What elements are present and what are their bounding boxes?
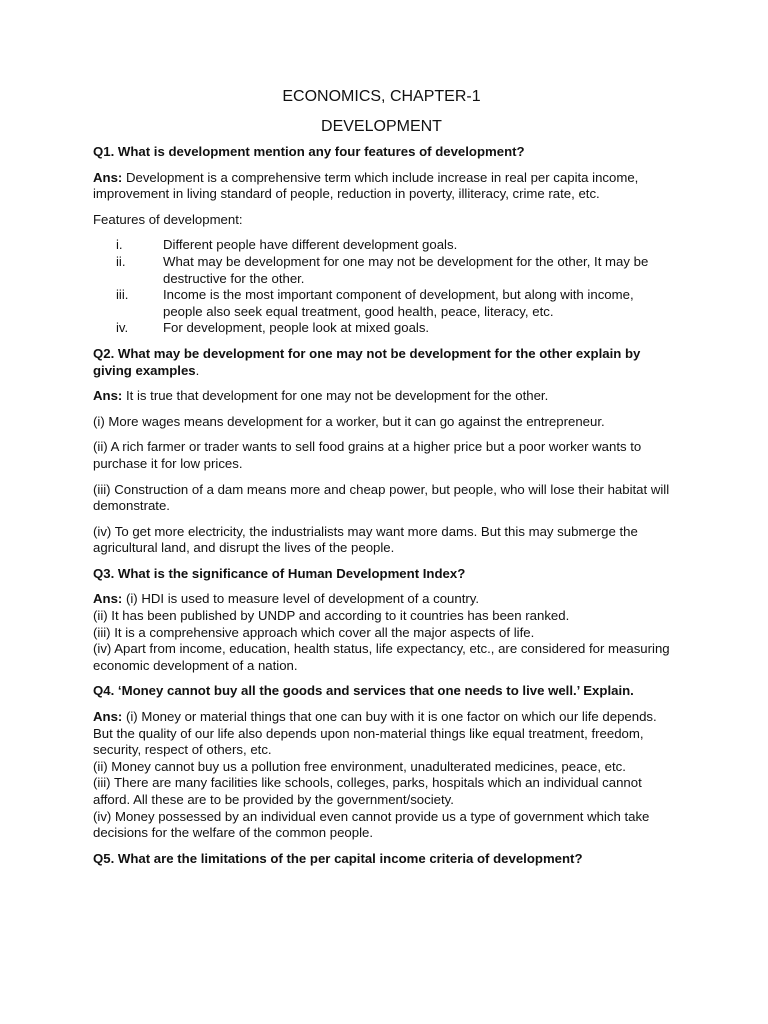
answer-2-point: (i) More wages means development for a worker, but it can go against the entrepreneur. xyxy=(93,413,605,429)
question-4: Q4. ‘Money cannot buy all the goods and services that one needs to live well.’ Explain. xyxy=(93,683,634,699)
answer-3-point: (iv) Apart from income, education, health status, life expectancy, etc., are considered for measuring economic development of a nation. xyxy=(93,641,670,673)
answer-4-first xyxy=(93,709,670,759)
answer-2-point: (ii) A rich farmer or trader wants to sell food grains at a higher price but a poor worker wants to purchase it for low prices. xyxy=(93,439,642,471)
list-item-text: What may be development for one may not be development for the other, It may be destructive for the other. xyxy=(163,253,649,286)
answer-4-point: (iii) There are many facilities like schools, colleges, parks, hospitals which an individual cannot afford. All these are to be provided by the government/society. xyxy=(93,775,642,807)
answer-1 xyxy=(93,170,670,203)
answer-3-first xyxy=(93,591,670,608)
list-item xyxy=(93,320,670,337)
answer-label: Ans: xyxy=(93,388,123,404)
document-subtitle: DEVELOPMENT xyxy=(321,118,442,135)
list-item xyxy=(93,237,670,254)
list-item-number: iii. xyxy=(116,287,129,303)
question-2 xyxy=(93,346,670,379)
question-5: Q5. What are the limitations of the per capital income criteria of development? xyxy=(93,850,583,866)
answer-2-point: (iii) Construction of a dam means more and cheap power, but people, who will lose their habitat will demonstrate. xyxy=(93,481,670,514)
question-3: Q3. What is the significance of Human Development Index? xyxy=(93,565,466,581)
answer-2-text: It is true that development for one may not be development for the other. xyxy=(122,388,549,404)
answer-2 xyxy=(93,388,670,405)
features-heading: Features of development: xyxy=(93,211,243,227)
answer-4 xyxy=(93,709,670,842)
answer-3-point: (iii) It is a comprehensive approach which cover all the major aspects of life. xyxy=(93,624,535,640)
document-title: ECONOMICS, CHAPTER-1 xyxy=(282,88,481,105)
list-item-number: i. xyxy=(116,237,123,253)
question-2-period: . xyxy=(195,362,200,378)
list-item-number: ii. xyxy=(116,253,126,269)
list-item xyxy=(93,254,670,287)
answer-2-point: (iv) To get more electricity, the industrialists may want more dams. But this may submerge the agricultural land, and disrupt the lives of the people. xyxy=(93,523,638,556)
list-item-number: iv. xyxy=(116,320,129,336)
answer-3-point: (ii) It has been published by UNDP and according to it countries has been ranked. xyxy=(93,608,570,624)
answer-label: Ans: xyxy=(93,169,123,185)
list-item-text: Different people have different development goals. xyxy=(163,237,458,253)
answer-3-text: (i) HDI is used to measure level of development of a country. xyxy=(122,591,480,607)
list-item xyxy=(93,287,670,320)
answer-label: Ans: xyxy=(93,591,123,607)
list-item-text: Income is the most important component of development, but along with income, people also seek equal treatment, good health, peace, literacy, etc. xyxy=(163,287,634,319)
answer-4-point: (iv) Money possessed by an individual even cannot provide us a type of government which take decisions for the welfare of the common people. xyxy=(93,808,650,841)
answer-4-point: (ii) Money cannot buy us a pollution free environment, unadulterated medicines, peace, etc. xyxy=(93,758,626,774)
answer-4-text: (i) Money or material things that one can buy with it is one factor on which our life depends. But the quality of our life also depends upon non-material things like equal treatment, freedom, security, respect of others, etc. xyxy=(93,709,657,758)
answer-1-text: Development is a comprehensive term which include increase in real per capita income, improvement in living standard of people, reduction in poverty, illiteracy, crime rate, etc. xyxy=(93,169,639,202)
list-item-text: For development, people look at mixed goals. xyxy=(163,320,430,336)
answer-3 xyxy=(93,591,670,674)
answer-label: Ans: xyxy=(93,709,123,725)
features-list xyxy=(93,237,670,337)
question-1: Q1. What is development mention any four features of development? xyxy=(93,144,525,159)
question-2-text: Q2. What may be development for one may not be development for the other explain by giving examples xyxy=(93,345,641,378)
